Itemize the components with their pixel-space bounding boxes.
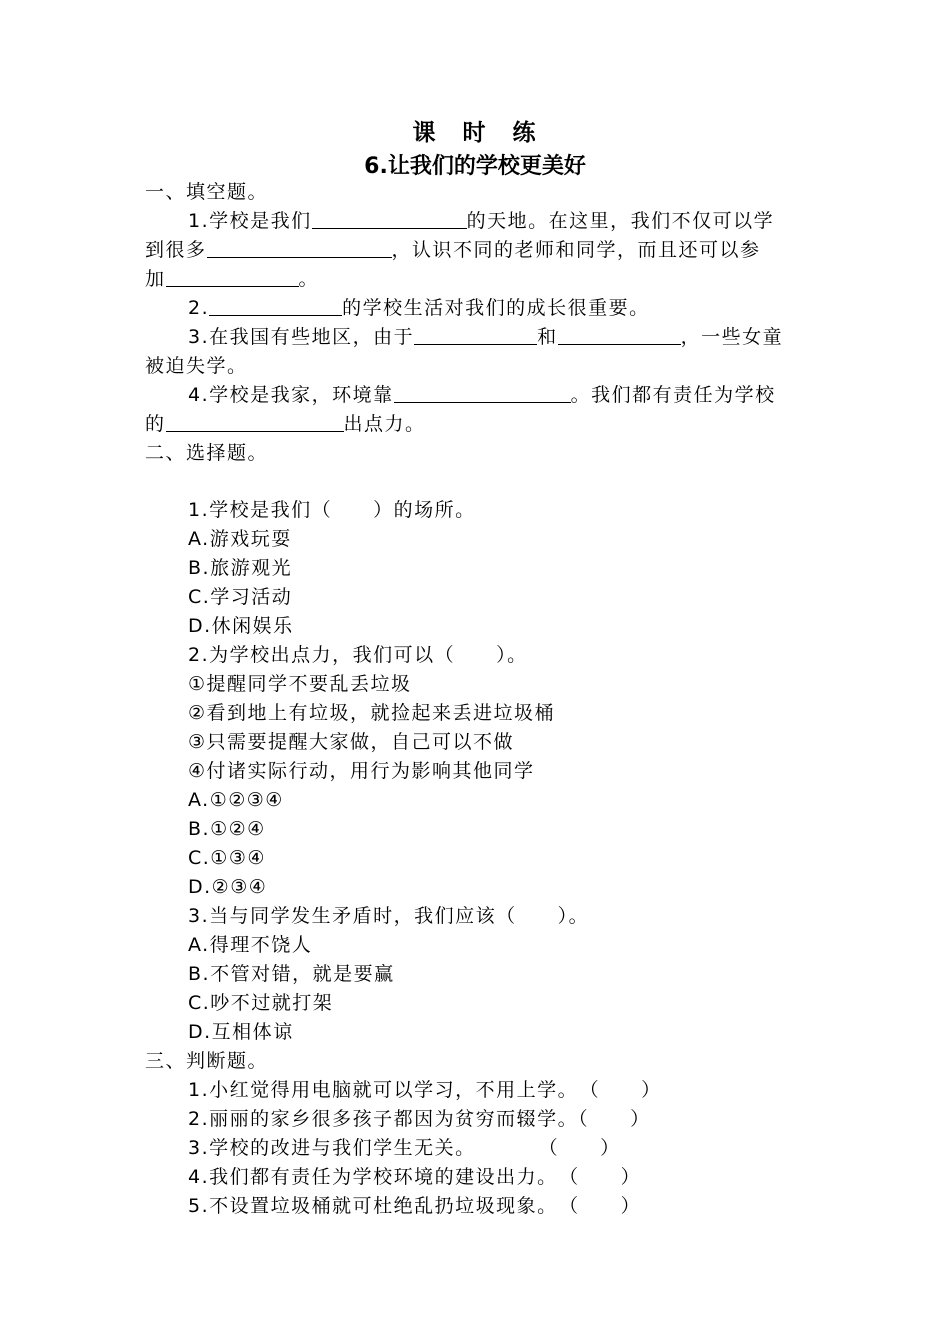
page-title: 课 时 练: [412, 120, 538, 146]
question-stem: 2.为学校出点力，我们可以（ ）。: [188, 644, 528, 666]
section-heading-fill-blank: 一、填空题。: [145, 181, 269, 203]
question-text: 出点力。: [343, 413, 426, 435]
question-text: 4.学校是我家，环境靠: [188, 384, 394, 406]
question-text: 的天地。在这里，我们不仅可以学: [466, 210, 775, 232]
choice-option[interactable]: A.得理不饶人: [188, 934, 313, 956]
choice-option[interactable]: D.②③④: [188, 876, 268, 898]
answer-blank[interactable]: [312, 208, 467, 229]
statement-item: ②看到地上有垃圾，就捡起来丢进垃圾桶: [188, 702, 556, 724]
question-text: 加: [145, 268, 166, 290]
choice-option[interactable]: C.学习活动: [188, 586, 293, 608]
question-text: 。我们都有责任为学校: [570, 384, 776, 406]
question-text: 。: [298, 268, 320, 290]
answer-blank[interactable]: [166, 411, 344, 432]
question-line: [188, 207, 810, 236]
choice-option[interactable]: A.①②③④: [188, 789, 284, 811]
choice-option[interactable]: D.互相体谅: [188, 1021, 294, 1043]
judgment-item[interactable]: 5.不设置垃圾桶就可杜绝乱扔垃圾现象。 （ ）: [188, 1195, 642, 1217]
judgment-item[interactable]: 4.我们都有责任为学校环境的建设出力。 （ ）: [188, 1166, 642, 1188]
question-line: [188, 323, 810, 352]
question-text: ，认识不同的老师和同学，而且还可以参: [391, 239, 761, 261]
choice-option[interactable]: B.①②④: [188, 818, 266, 840]
choice-option[interactable]: C.吵不过就打架: [188, 992, 334, 1014]
statement-item: ③只需要提醒大家做，自己可以不做: [188, 731, 515, 753]
answer-blank[interactable]: [414, 324, 537, 345]
section-heading-multiple-choice: 二、选择题。: [145, 442, 269, 464]
answer-blank[interactable]: [209, 295, 342, 316]
judgment-item[interactable]: 1.小红觉得用电脑就可以学习，不用上学。 （ ）: [188, 1079, 662, 1101]
question-line: [145, 236, 810, 265]
choice-option[interactable]: C.①③④: [188, 847, 266, 869]
statement-item: ④付诸实际行动，用行为影响其他同学: [188, 760, 535, 782]
choice-option[interactable]: D.休闲娱乐: [188, 615, 294, 637]
question-text: 2.: [188, 297, 210, 319]
statement-item: ①提醒同学不要乱丢垃圾: [188, 673, 412, 695]
question-line: 被迫失学。: [145, 355, 248, 377]
judgment-item[interactable]: 3.学校的改进与我们学生无关。 （ ）: [188, 1137, 621, 1159]
question-text: 的学校生活对我们的成长很重要。: [342, 297, 650, 319]
question-line: [145, 410, 810, 439]
section-heading-true-false: 三、判断题。: [145, 1050, 269, 1072]
answer-blank[interactable]: [166, 266, 299, 287]
question-text: 3.在我国有些地区，由于: [188, 326, 415, 348]
question-line: [145, 265, 810, 294]
answer-blank[interactable]: [207, 237, 392, 258]
judgment-item[interactable]: 2.丽丽的家乡很多孩子都因为贫穷而辍学。（ ）: [188, 1108, 651, 1130]
answer-blank[interactable]: [558, 324, 681, 345]
question-text: ，一些女童: [680, 326, 784, 348]
choice-option[interactable]: A.游戏玩耍: [188, 528, 292, 550]
answer-blank[interactable]: [394, 382, 571, 403]
question-text: 1.学校是我们: [188, 210, 312, 232]
question-text: 到很多: [145, 239, 207, 261]
lesson-title: 6.让我们的学校更美好: [364, 154, 586, 179]
question-stem: 1.学校是我们（ ）的场所。: [188, 499, 476, 521]
question-line: [188, 294, 810, 323]
question-text: 和: [537, 326, 558, 348]
choice-option[interactable]: B.旅游观光: [188, 557, 293, 579]
question-stem: 3.当与同学发生矛盾时，我们应该（ ）。: [188, 905, 590, 927]
choice-option[interactable]: B.不管对错，就是要赢: [188, 963, 395, 985]
question-line: [188, 381, 810, 410]
question-text: 的: [145, 413, 166, 435]
